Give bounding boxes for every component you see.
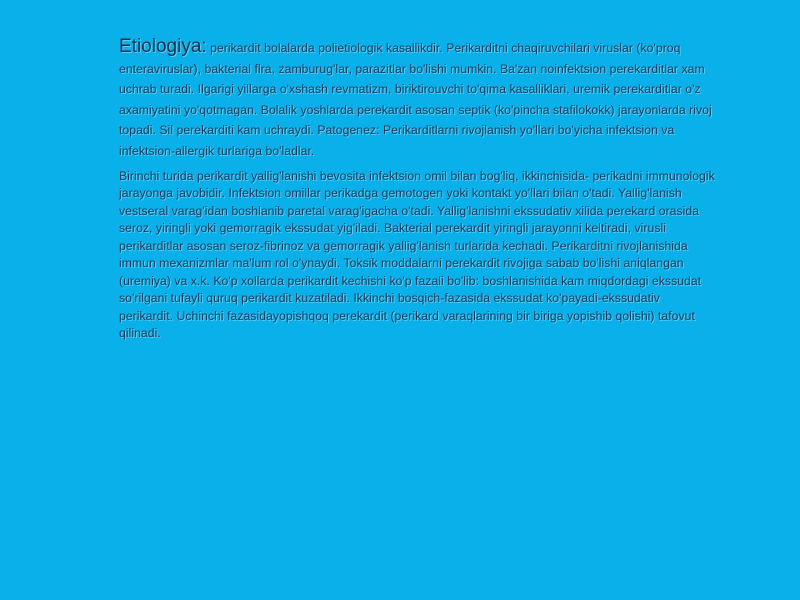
patogenez-paragraph: Birinchi turida perikardit yallig'lanishi bevosita infektsion omil bilan bog'liq, ikkinchisida- perikadni immunologik jarayonga javobidir. Infektsion omillar perikadga gemotogen yoki kontakt yo'llari bilan o'tadi. Yallig'lanish vestseral varag'idan boshlanib paretal varag'igacha o'tadi. Yallig'lanishni ekssudativ xilida perekard orasida seroz, yiringli yoki gemorragik ekssudat yig'iladi. Bakterial perekardit yiringli jarayonni keltiradi, virusli perikarditlar asosan seroz-fibrinoz va gemorragik yallig'lanish turlarida kechadi. Perikarditni rivojlanishida immun mexanizmlar ma'lum rol o'ynaydi. Toksik moddalarni perekardit rivojiga sabab bo'lishi aniqlangan (uremiya) va x.k. Ko'p xollarda perikardit kechishi ko'p fazali bo'lib: boshlanishida kam miqdordagi ekssudat so'rilgani tufayli quruq perikardit kuzatiladi. Ikkinchi bosqich-fazasida ekssudat ko'payadi-ekssudativ perikardit. Uchinchi fazasidayopishqoq perekardit (perikard varaqlarining bir biriga yopishib qolishi) tafovut qilinadi. — [119, 168, 715, 341]
slide-content — [119, 37, 715, 343]
section-heading: Etiologiya: — [119, 36, 207, 57]
etiologiya-text: perikardit bolalarda polietiologik kasallikdir. Perikarditni chaqiruvchilari viruslar (ko'proq enteraviruslar), bakterial flra, zamburug'lar, parazitlar bo'lishi mumkin. Ba'zan noinfektsion perekarditlar xam uchrab turadi. Ilgarigi yillarga o'xshash revmatizm, biriktirouvchi to'qima kasalliklari, uremik perekarditlar o'z axamiyatini yo'qotmagan. Bolalik yoshlarda perekardit asosan septik (ko'pincha stafilokokk) jarayonlarda rivoj topadi. Sil perekarditi kam uchraydi. Patogenez: Perikarditlarni rivojlanish yo'llari bo'yicha infektsion va infektsion-allergik turlariga bo'ladlar. — [119, 41, 712, 158]
etiologiya-paragraph — [119, 37, 715, 162]
